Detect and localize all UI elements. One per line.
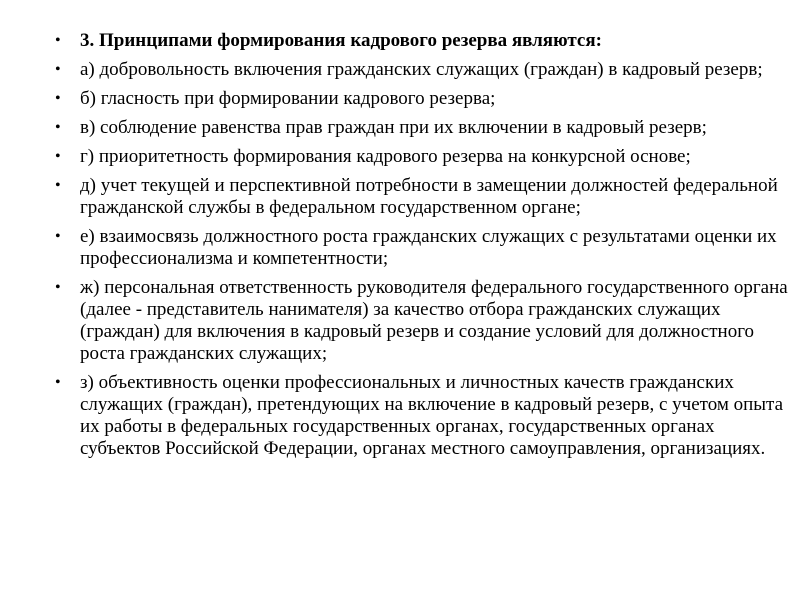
list-item-text: з) объективность оценки профессиональных и личностных качеств гражданских служащих (граждан), претендующих на включение в кадровый резерв, с учетом опыта их работы в федеральных государственных органах, государственных органах субъектов Российской Федерации, органах местного самоуправления, организациях. xyxy=(80,372,784,459)
list-item-a xyxy=(55,59,795,81)
list-item-zh xyxy=(55,277,795,365)
list-item-text: в) соблюдение равенства прав граждан при их включении в кадровый резерв; xyxy=(80,117,707,138)
bullet-icon: • xyxy=(55,61,61,78)
list-item-e xyxy=(55,226,795,270)
list-item-text: б) гласность при формировании кадрового резерва; xyxy=(80,88,496,109)
list-item-text: а) добровольность включения гражданских служащих (граждан) в кадровый резерв; xyxy=(80,59,763,80)
bullet-icon: • xyxy=(55,228,61,245)
bullet-icon: • xyxy=(55,32,61,49)
list-item-b xyxy=(55,88,795,110)
principles-list xyxy=(55,30,795,467)
list-item-text: д) учет текущей и перспективной потребности в замещении должностей федеральной гражданской службы в федеральном государственном органе; xyxy=(80,175,778,218)
list-item-z xyxy=(55,372,795,460)
list-item-text: е) взаимосвязь должностного роста гражданских служащих с результатами оценки их профессионализма и компетентности; xyxy=(80,226,777,269)
list-item-v xyxy=(55,117,795,139)
list-title: 3. Принципами формирования кадрового резерва являются: xyxy=(80,30,602,51)
bullet-icon: • xyxy=(55,279,61,296)
list-item-d xyxy=(55,175,795,219)
list-item-g xyxy=(55,146,795,168)
bullet-icon: • xyxy=(55,177,61,194)
bullet-icon: • xyxy=(55,90,61,107)
list-title-item xyxy=(55,30,795,52)
list-item-text: г) приоритетность формирования кадрового резерва на конкурсной основе; xyxy=(80,146,691,167)
list-item-text: ж) персональная ответственность руководителя федерального государственного органа (далее - представитель нанимателя) за качество отбора гражданских служащих (граждан) для включения в кадровый резерв и создание условий для должностного роста гражданских служащих; xyxy=(80,277,788,364)
bullet-icon: • xyxy=(55,119,61,136)
bullet-icon: • xyxy=(55,148,61,165)
bullet-icon: • xyxy=(55,374,61,391)
